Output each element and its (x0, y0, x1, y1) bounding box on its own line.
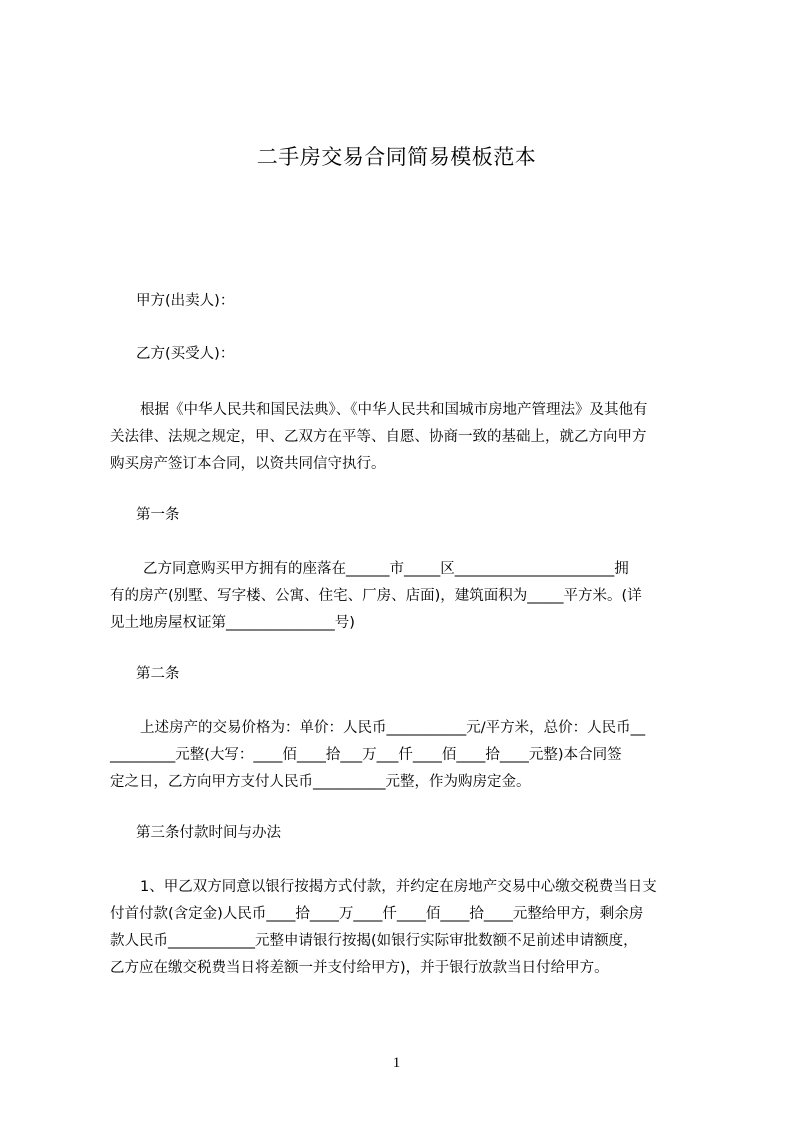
article-3-line-2: 付首付款(含定金)人民币____拾____万____仟____佰____拾____元整给甲方，剩余房 (110, 906, 644, 922)
preamble-line-1: 根据《中华人民共和国民法典》、《中华人民共和国城市房地产管理法》及其他有 (140, 402, 648, 418)
preamble-line-3: 购买房产签订本合同，以资共同信守执行。 (110, 456, 386, 472)
article-3-line-1: 1、甲乙双方同意以银行按揭方式付款，并约定在房地产交易中心缴交税费当日支 (140, 879, 657, 895)
preamble-line-2: 关法律、法规之规定，甲、乙双方在平等、自愿、协商一致的基础上，就乙方向甲方 (110, 429, 647, 445)
article-2-heading: 第二条 (136, 666, 180, 682)
article-2-line-3: 定之日，乙方向甲方支付人民币__________元整，作为购房定金。 (110, 774, 531, 790)
article-3-line-3: 款人民币____________元整申请银行按揭(如银行实际审批数额不足前述申请额度， (110, 933, 638, 949)
party-b-label: 乙方(买受人)： (136, 346, 235, 362)
page-number: 1 (392, 1055, 401, 1071)
article-1-line-3: 见土地房屋权证第_______________号) (110, 615, 355, 631)
article-2-line-1: 上述房产的交易价格为：单价：人民币___________元/平方米，总价：人民币__ (140, 720, 646, 736)
article-1-line-1: 乙方同意购买甲方拥有的座落在______市_____区______________________拥 (143, 561, 629, 577)
article-3-line-4: 乙方应在缴交税费当日将差额一并支付给甲方)，并于银行放款当日付给甲方。 (110, 960, 609, 976)
article-3-heading: 第三条付款时间与办法 (136, 825, 281, 841)
article-2-line-2: _________元整(大写：____佰____拾___万___仟____佰____拾____元整)本合同签 (110, 747, 622, 763)
document-title: 二手房交易合同简易模板范本 (256, 145, 537, 169)
article-1-heading: 第一条 (136, 507, 180, 523)
article-1-line-2: 有的房产(别墅、写字楼、公寓、住宅、厂房、店面)，建筑面积为_____平方米。(详 (110, 588, 642, 604)
party-a-label: 甲方(出卖人)： (136, 293, 235, 309)
